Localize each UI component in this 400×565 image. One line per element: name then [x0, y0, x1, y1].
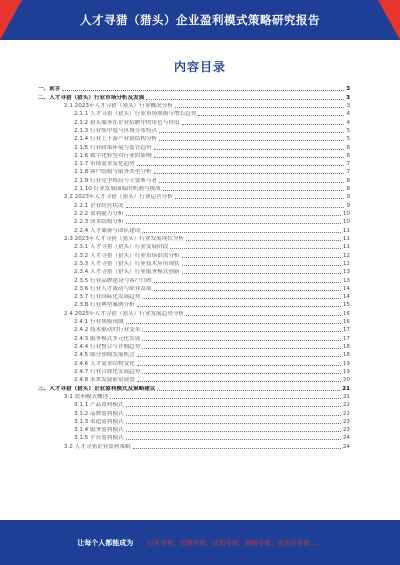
toc-entry-page: 23: [342, 418, 350, 425]
toc-entry-page: 18: [342, 352, 350, 359]
toc-entry-text: 2.1.9 行业竞争格局与主要参与者: [74, 177, 158, 184]
toc-entry[interactable]: [38, 317, 350, 325]
toc-entry-text: 2.1.5 行业政策环境与监管趋势: [74, 144, 152, 151]
toc-entry-text: 3.1.4 服务盈利模式: [74, 427, 124, 434]
toc-entry-page: 11: [342, 227, 350, 234]
toc-entry-page: 3: [346, 94, 350, 101]
toc-entry-text: 2.3.3 人才寻猎（猎头）行业技术应用现状: [74, 260, 180, 267]
toc-entry[interactable]: [38, 184, 350, 192]
toc-entry-page: 16: [342, 319, 350, 326]
dot-leader: [163, 190, 345, 191]
toc-entry[interactable]: [38, 367, 350, 375]
dot-leader: [154, 157, 345, 158]
toc-entry-page: 3: [346, 102, 350, 109]
toc-entry-text: 二、人才寻猎（猎头）行业市场分析及发展: [38, 94, 145, 101]
toc-entry-page: 13: [342, 269, 350, 276]
toc-entry-page: 21: [342, 393, 350, 400]
toc-entry[interactable]: [38, 159, 350, 167]
dot-leader: [146, 99, 344, 100]
toc-entry-text: 3.1.2 品牌盈利模式: [74, 410, 124, 417]
toc-entry-page: 16: [342, 310, 350, 317]
dot-leader: [137, 165, 345, 166]
toc-entry[interactable]: [38, 300, 350, 308]
toc-entry[interactable]: [38, 126, 350, 134]
footer-tagline: 行业专家、管理专家、营销专家、战略专家、成功企业家……: [147, 539, 323, 547]
toc-entry-text: 2.4.7 行业合规化发展趋势: [74, 368, 141, 375]
dot-leader: [175, 107, 345, 108]
dot-leader: [142, 373, 341, 374]
toc-entry-text: 3.1.5 平台盈利模式: [74, 435, 124, 442]
toc-entry-text: 3.2 人才寻猎企业盈利策略: [64, 443, 131, 450]
dot-leader: [137, 356, 341, 357]
dot-leader: [137, 365, 341, 366]
toc-entry-page: 23: [342, 427, 350, 434]
toc-entry-text: 2.2.4 人才储备与团队建设: [74, 227, 141, 234]
toc-entry-text: 3.1.1 产品盈利模式: [74, 402, 124, 409]
dot-leader: [137, 306, 341, 307]
dot-leader: [154, 149, 345, 150]
toc-entry-text: 2.2.3 成本结构分析: [74, 219, 124, 226]
toc-entry[interactable]: [38, 392, 350, 400]
toc-entry[interactable]: [38, 217, 350, 225]
toc-entry-page: 11: [342, 235, 350, 242]
toc-entry[interactable]: [38, 209, 350, 217]
toc-entry-page: 7: [346, 161, 350, 168]
corner-decoration-left: [0, 0, 22, 40]
dot-leader: [159, 182, 344, 183]
toc-entry-text: 2.1.4 行业上下游产业链结构分析: [74, 136, 158, 143]
dot-leader: [110, 398, 341, 399]
toc-entry-page: 20: [342, 377, 350, 384]
toc-entry-page: 19: [342, 368, 350, 375]
toc-entry[interactable]: [38, 417, 350, 425]
toc-entry-page: 12: [342, 260, 350, 267]
toc-entry[interactable]: [38, 234, 350, 242]
toc-entry-text: 2.1.6 数字化转型对行业的影响: [74, 152, 152, 159]
toc-entry-page: 12: [342, 252, 350, 259]
toc-entry[interactable]: [38, 242, 350, 250]
dot-leader: [133, 448, 341, 449]
toc-entry-page: 14: [342, 285, 350, 292]
toc-entry-text: 2.3.2 人才寻猎（猎头）行业市场供需分析: [74, 252, 180, 259]
dot-leader: [126, 415, 341, 416]
toc-entry-page: 8: [346, 186, 350, 193]
corner-decoration-right: [378, 0, 400, 40]
toc-entry[interactable]: [38, 192, 350, 200]
dot-leader: [142, 331, 341, 332]
toc-entry[interactable]: [38, 167, 350, 175]
dot-leader: [186, 240, 341, 241]
toc-entry-page: 14: [342, 294, 350, 301]
toc-entry-page: 7: [346, 169, 350, 176]
toc-entry[interactable]: [38, 333, 350, 341]
table-of-contents: [38, 84, 350, 450]
dot-leader: [154, 290, 341, 291]
toc-entry-text: 2.1.8 客户结构与服务类型分析: [74, 169, 152, 176]
dot-leader: [126, 207, 345, 208]
toc-entry-text: 2.4.4 行业整合与并购趋势: [74, 344, 141, 350]
toc-entry[interactable]: [38, 284, 350, 292]
toc-entry-page: 8: [346, 177, 350, 184]
toc-entry[interactable]: [38, 267, 350, 275]
toc-entry[interactable]: [38, 433, 350, 441]
dot-leader: [154, 173, 345, 174]
toc-entry-text: 2.4.1 行业规模预测: [74, 319, 124, 326]
dot-leader: [126, 215, 341, 216]
toc-entry-text: 2.3.1 人才寻猎（猎头）行业发展阶段: [74, 244, 169, 251]
toc-entry[interactable]: [38, 358, 350, 366]
toc-entry-text: 2.3.5 行业品牌建设与客户口碑: [74, 277, 152, 284]
toc-entry-page: 5: [346, 136, 350, 143]
toc-entry[interactable]: [38, 84, 350, 92]
toc-entry-text: 2.1.3 行业集中度与区域分布特点: [74, 127, 158, 134]
toc-entry-page: 22: [342, 402, 350, 409]
toc-entry-text: 2.1.1 人才寻猎（猎头）行业市场规模与增长趋势: [74, 111, 197, 118]
dot-leader: [175, 198, 345, 199]
toc-entry-page: 19: [342, 360, 350, 367]
dot-leader: [126, 439, 341, 440]
toc-entry[interactable]: [38, 142, 350, 150]
toc-entry-page: 9: [346, 202, 350, 209]
toc-entry-text: 2.3.8 行业典型案例分析: [74, 302, 135, 309]
dot-leader: [170, 248, 341, 249]
toc-entry[interactable]: [38, 200, 350, 208]
toc-entry[interactable]: [38, 117, 350, 125]
dot-leader: [62, 90, 344, 91]
dot-leader: [142, 232, 341, 233]
header-banner: [0, 0, 400, 40]
toc-entry-text: 2.3.4 人才寻猎（猎头）行业服务模式创新: [74, 269, 180, 276]
toc-entry-text: 2.4.3 服务模式多元化发展: [74, 335, 141, 342]
toc-entry[interactable]: [38, 425, 350, 433]
dot-leader: [182, 273, 341, 274]
toc-entry-page: 17: [342, 327, 350, 334]
toc-entry-text: 2.4 2023年人才寻猎（猎头）行业发展趋势分析: [64, 310, 185, 317]
toc-entry[interactable]: [38, 325, 350, 333]
toc-entry-text: 2.3 2023年人才寻猎（猎头）行业发展现状分析: [64, 235, 185, 242]
dot-leader: [126, 223, 341, 224]
toc-entry-page: 3: [346, 86, 350, 93]
toc-entry[interactable]: [38, 275, 350, 283]
toc-entry-text: 2.1 2023年人才寻猎（猎头）行业概况分析: [64, 102, 173, 109]
dot-leader: [186, 315, 341, 316]
dot-leader: [142, 348, 341, 349]
toc-entry[interactable]: [38, 92, 350, 100]
toc-entry-text: 2.2.2 盈利能力分析: [74, 211, 124, 217]
toc-entry[interactable]: [38, 175, 350, 183]
toc-entry[interactable]: [38, 250, 350, 258]
toc-entry[interactable]: [38, 400, 350, 408]
toc-entry-page: 6: [346, 144, 350, 151]
dot-leader: [137, 381, 341, 382]
toc-entry-page: 21: [342, 385, 350, 392]
toc-entry[interactable]: [38, 292, 350, 300]
toc-entry[interactable]: [38, 134, 350, 142]
dot-leader: [198, 115, 344, 116]
toc-entry-page: 11: [342, 244, 350, 251]
dot-leader: [142, 298, 341, 299]
dot-leader: [182, 257, 341, 258]
toc-entry-text: 2.3.7 行业国际化发展趋势: [74, 294, 141, 301]
dot-leader: [126, 406, 341, 407]
dot-leader: [126, 323, 341, 324]
toc-entry-text: 3.1 盈利模式概述: [64, 393, 109, 400]
toc-heading: 内容目录: [173, 60, 226, 74]
dot-leader: [157, 390, 340, 391]
dot-leader: [154, 282, 341, 283]
toc-entry[interactable]: [38, 408, 350, 416]
dot-leader: [159, 140, 344, 141]
toc-entry-text: 三、人才寻猎（猎头）企业盈利模式及策略建议: [38, 385, 156, 392]
toc-entry-page: 10: [342, 211, 350, 217]
toc-entry-page: 24: [342, 443, 350, 450]
dot-leader: [159, 132, 344, 133]
dot-leader: [126, 423, 341, 424]
toc-entry-text: 3.1.3 渠道盈利模式: [74, 418, 124, 425]
footer-slogan: 让每个人都能成为: [77, 538, 134, 547]
toc-entry-text: 2.1.10 行业发展面临的机遇与挑战: [74, 186, 161, 193]
toc-entry[interactable]: [38, 441, 350, 449]
toc-entry-page: 24: [342, 435, 350, 442]
toc-entry-text: 2.4.2 技术驱动的行业变革: [74, 327, 141, 334]
toc-entry-text: 2.1.2 猎头服务在企业招聘中的角色与价值: [74, 119, 180, 126]
toc-entry-page: 17: [342, 335, 350, 342]
toc-entry[interactable]: [38, 375, 350, 383]
toc-entry-text: 一、前言: [38, 86, 61, 93]
footer-banner: [0, 520, 400, 565]
toc-entry[interactable]: [38, 308, 350, 316]
toc-entry[interactable]: [38, 342, 350, 350]
toc-entry[interactable]: [38, 109, 350, 117]
toc-entry-page: 4: [346, 111, 350, 118]
toc-entry-page: 9: [346, 194, 350, 201]
dot-leader: [182, 265, 341, 266]
toc-entry[interactable]: [38, 101, 350, 109]
toc-entry-page: 6: [346, 152, 350, 159]
toc-entry[interactable]: [38, 259, 350, 267]
toc-entry-text: 2.4.5 细分领域发展机会: [74, 352, 135, 359]
toc-entry[interactable]: [38, 383, 350, 391]
toc-entry-page: 15: [342, 302, 350, 309]
dot-leader: [142, 340, 341, 341]
toc-entry-text: 2.2 2023年人才寻猎（猎头）行业运营分析: [64, 194, 173, 201]
toc-entry-page: 5: [346, 127, 350, 134]
dot-leader: [126, 431, 341, 432]
toc-entry[interactable]: [38, 151, 350, 159]
toc-entry-text: 2.4.8 未来发展前景展望: [74, 377, 135, 384]
toc-entry-text: 2.2.1 企业经营状况: [74, 202, 124, 209]
toc-entry-page: 10: [342, 219, 350, 226]
toc-entry-text: 2.1.7 市场需求变化趋势: [74, 161, 135, 168]
toc-entry-page: 4: [346, 119, 350, 126]
toc-entry-text: 2.4.6 人才需求结构变化: [74, 360, 135, 367]
toc-entry-text: 2.3.6 行业人才流动与职业发展: [74, 285, 152, 292]
report-title: 人才寻猎（猎头）企业盈利模式策略研究报告: [80, 13, 320, 27]
toc-entry-page: 18: [342, 344, 350, 350]
toc-entry[interactable]: [38, 350, 350, 358]
toc-entry-page: 22: [342, 410, 350, 417]
toc-entry-page: 13: [342, 277, 350, 284]
toc-entry[interactable]: [38, 225, 350, 233]
dot-leader: [182, 124, 345, 125]
